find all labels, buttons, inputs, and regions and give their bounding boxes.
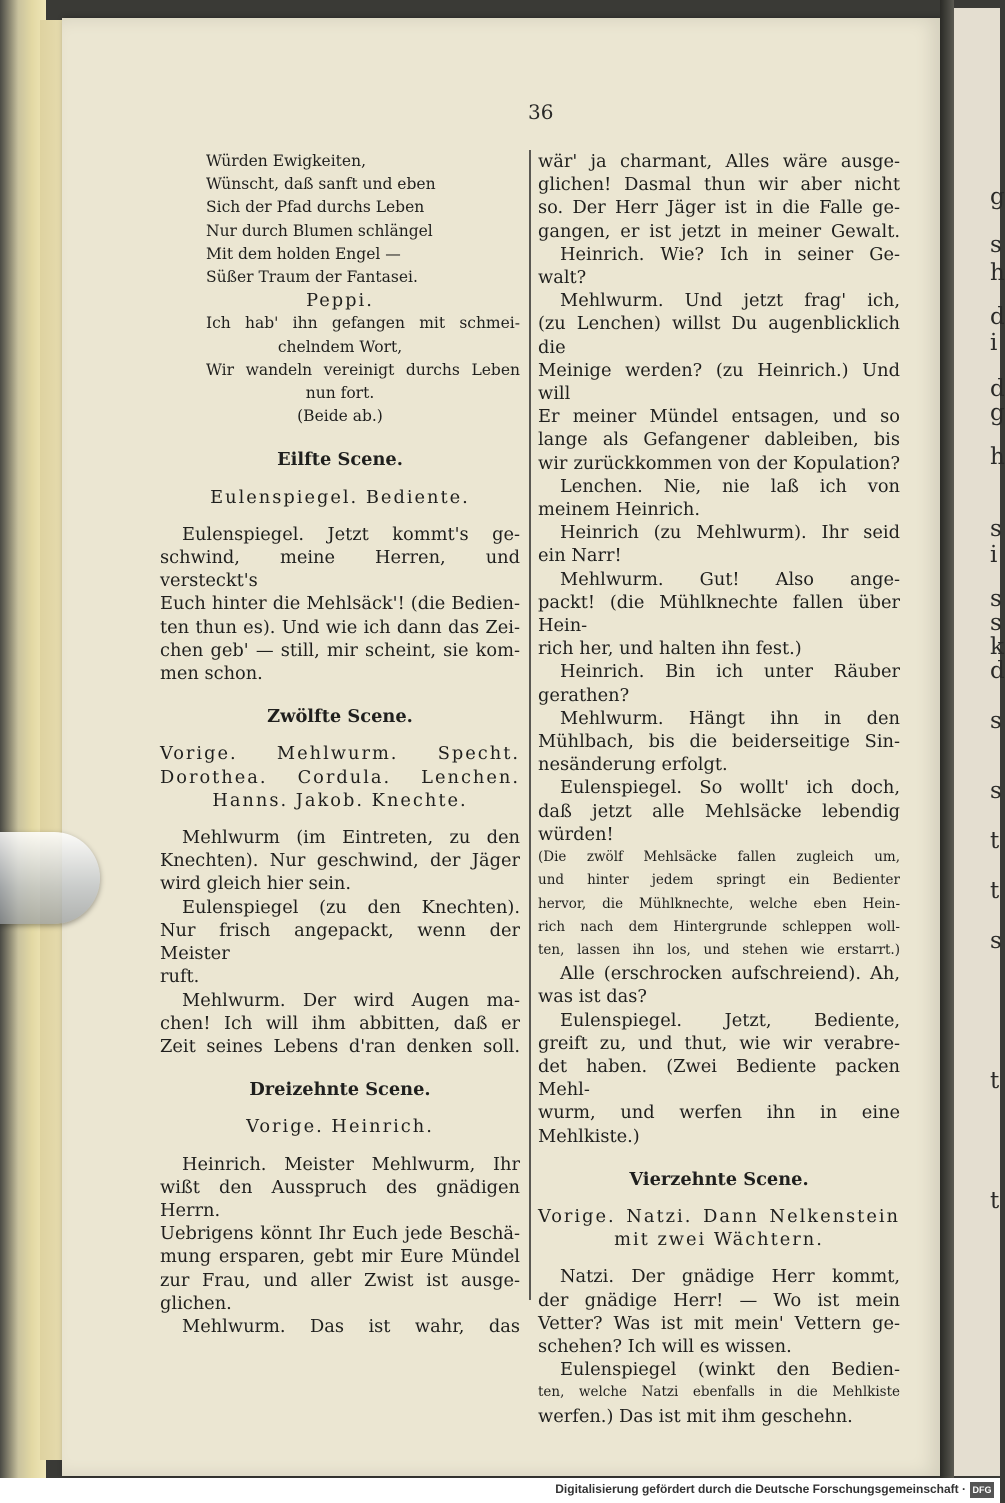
next-page-fragment: s: [990, 586, 1002, 612]
text-line: was ist das?: [538, 986, 647, 1008]
text-line: schehen? Ich will es wissen.: [538, 1335, 792, 1357]
text-line: Heinrich. Wie? Ich in seiner Ge-: [560, 243, 900, 265]
text-line: chen! Ich will ihm abbitten, daß er: [160, 1012, 520, 1034]
text-line: Euch hinter die Mehlsäck'! (die Bedien-: [160, 593, 520, 615]
stage-direction: (Die zwölf Mehlsäcke fallen zugleich um,: [538, 849, 900, 866]
book-gutter: [940, 0, 954, 1478]
text-line: Zeit seines Lebens d'ran denken soll.: [160, 1035, 520, 1057]
next-page-fragment: s: [990, 778, 1002, 804]
next-page-fragment: s: [990, 708, 1002, 734]
text-line: Nur frisch angepackt, wenn der Meister: [160, 919, 520, 965]
text-line: mung ersparen, gebt mir Eure Mündel: [160, 1246, 520, 1268]
text-line: Mehlwurm. Hängt ihn in den: [560, 707, 900, 729]
text-line: Würden Ewigkeiten,: [206, 152, 366, 170]
text-line: daß jetzt alle Mehlsäcke lebendig würden!: [538, 800, 900, 845]
text-line: Mehlwurm. Gut! Also ange-: [560, 568, 900, 590]
next-page-fragment: d: [990, 304, 1005, 330]
right-column: [538, 150, 900, 1428]
text-line: schwind, meine Herren, und versteckt's: [160, 547, 520, 592]
text-line: Alle (erschrocken aufschreiend). Ah,: [560, 963, 900, 985]
next-page-fragment: d: [990, 658, 1005, 684]
text-line: lange als Gefangener dableiben, bis: [538, 429, 900, 451]
text-line: ruft.: [160, 966, 200, 988]
stage-direction: rich nach dem Hintergrunde schleppen woll-: [538, 918, 900, 935]
scene-heading: Zwölfte Scene.: [267, 706, 413, 728]
text-line: Wir wandeln vereinigt durchs Leben: [206, 360, 520, 379]
page-clip: [0, 832, 100, 924]
text-line: Eulenspiegel (winkt den Bedien-: [560, 1359, 900, 1381]
text-line: Knechten). Nur geschwind, der Jäger: [160, 850, 520, 872]
scene-heading: Eilfte Scene.: [277, 449, 403, 471]
stage-direction: ten, lassen ihn los, und stehen wie erstarrt.): [538, 941, 900, 958]
dfg-logo-icon: DFG: [970, 1482, 994, 1498]
cast-line: Vorige. Natzi. Dann Nelkenstein: [538, 1205, 900, 1227]
text-line: Eulenspiegel (zu den Knechten).: [182, 896, 520, 918]
text-line: Heinrich. Meister Mehlwurm, Ihr: [182, 1153, 520, 1175]
next-page-fragment: g: [990, 400, 1005, 426]
footer-credit: Digitalisierung gefördert durch die Deutsche Forschungsgemeinschaft ·: [555, 1482, 966, 1496]
text-line: gangen, er ist jetzt in meiner Gewalt.: [538, 220, 900, 242]
next-page-fragment: t: [990, 878, 1000, 904]
column-divider: [529, 150, 531, 1300]
text-line: werfen.) Das ist mit ihm geschehn.: [538, 1405, 853, 1427]
text-line: det haben. (Zwei Bediente packen Mehl-: [538, 1055, 900, 1101]
cast-line: Vorige. Mehlwurm. Specht.: [160, 743, 520, 765]
text-line: wir zurückkommen von der Kopulation?: [538, 452, 900, 474]
text-line: Eulenspiegel. So wollt' ich doch,: [560, 777, 900, 799]
speaker-heading: Peppi.: [306, 290, 374, 312]
text-line: nesänderung erfolgt.: [538, 754, 728, 776]
text-line: Natzi. Der gnädige Herr kommt,: [560, 1266, 900, 1288]
text-line: der gnädige Herr! — Wo ist mein: [538, 1289, 900, 1311]
text-line: packt! (die Mühlknechte fallen über Hein-: [538, 591, 900, 637]
text-line: Sich der Pfad durchs Leben: [206, 198, 425, 217]
text-line: Heinrich. Bin ich unter Räuber: [560, 661, 900, 683]
text-line: Mühlbach, bis die beiderseitige Sin-: [538, 731, 900, 753]
next-page-sliver: [954, 8, 1005, 1476]
cast-line: Vorige. Heinrich.: [246, 1116, 434, 1138]
next-page-fragment: h: [990, 260, 1005, 286]
text-line: Lenchen. Nie, nie laß ich von: [560, 475, 900, 497]
text-line: rich her, und halten ihn fest.): [538, 638, 802, 660]
text-line: Süßer Traum der Fantasei.: [206, 268, 418, 287]
text-line: greift zu, und thut, wie wir verabre-: [538, 1032, 900, 1054]
cast-line: Dorothea. Cordula. Lenchen.: [160, 766, 520, 788]
text-line: wär' ja charmant, Alles wäre ausge-: [538, 151, 900, 172]
text-line: walt?: [538, 267, 587, 289]
next-page-fragment: s: [990, 610, 1002, 636]
text-line: ein Narr!: [538, 545, 622, 567]
text-line: wird gleich hier sein.: [160, 873, 352, 895]
stage-direction: (Beide ab.): [297, 407, 383, 426]
text-line: Vetter? Was ist mit mein' Vettern ge-: [538, 1312, 900, 1334]
page-number: 36: [528, 100, 554, 124]
stage-direction: ten, welche Natzi ebenfalls in die Mehlkiste: [538, 1384, 900, 1401]
next-page-fragment: s: [990, 232, 1002, 258]
text-line: Heinrich (zu Mehlwurm). Ihr seid: [560, 522, 900, 544]
left-column: [160, 150, 520, 1338]
text-line: nun fort.: [305, 384, 375, 403]
text-line: Mehlwurm. Der wird Augen ma-: [182, 989, 520, 1011]
text-line: wißt den Ausspruch des gnädigen Herrn.: [160, 1176, 520, 1221]
text-line: Wünscht, daß sanft und eben: [206, 175, 436, 194]
text-line: men schon.: [160, 663, 263, 685]
text-line: Meinige werden? (zu Heinrich.) Und will: [538, 359, 900, 405]
footer-bar: [0, 1478, 1000, 1503]
next-page-fragment: t: [990, 1188, 1000, 1214]
next-page-fragment: h: [990, 444, 1005, 470]
cast-line: mit zwei Wächtern.: [614, 1229, 824, 1251]
next-page-fragment: g: [990, 184, 1005, 210]
text-line: gerathen?: [538, 684, 630, 706]
text-line: Ich hab' ihn gefangen mit schmei-: [206, 314, 520, 333]
text-line: ten thun es). Und wie ich dann das Zei-: [160, 616, 520, 638]
next-page-fragment: s: [990, 516, 1002, 542]
next-page-fragment: i: [990, 542, 998, 568]
text-line: meinem Heinrich.: [538, 499, 700, 521]
text-line: wurm, und werfen ihn in eine Mehlkiste.): [538, 1102, 900, 1147]
text-line: Eulenspiegel. Jetzt, Bediente,: [560, 1009, 900, 1031]
cast-line: Eulenspiegel. Bediente.: [210, 486, 470, 508]
stage-direction: hervor, die Mühlknechte, welche eben Hein-: [538, 895, 900, 912]
stage-direction: und hinter jedem springt ein Bedienter: [538, 872, 900, 889]
scene-heading: Vierzehnte Scene.: [629, 1168, 809, 1190]
next-page-fragment: d: [990, 376, 1005, 402]
text-line: Er meiner Mündel entsagen, und so: [538, 406, 900, 428]
text-line: chelndem Wort,: [277, 337, 403, 356]
text-line: Mehlwurm. Und jetzt frag' ich,: [560, 290, 900, 312]
next-page-fragment: i: [990, 330, 998, 356]
next-page-fragment: k: [990, 634, 1004, 660]
text-line: glichen! Dasmal thun wir aber nicht: [538, 174, 900, 196]
scene-heading: Dreizehnte Scene.: [249, 1079, 431, 1101]
text-line: so. Der Herr Jäger ist in die Falle ge-: [538, 197, 900, 219]
next-page-fragment: t: [990, 828, 1000, 854]
text-line: zur Frau, und aller Zwist ist ausge-: [160, 1269, 520, 1291]
text-line: Eulenspiegel. Jetzt kommt's ge-: [182, 523, 520, 545]
text-line: Mehlwurm (im Eintreten, zu den: [182, 827, 520, 849]
text-line: Uebrigens könnt Ihr Euch jede Beschä-: [160, 1223, 520, 1245]
next-page-fragment: t: [990, 1068, 1000, 1094]
cast-line: Hanns. Jakob. Knechte.: [212, 789, 468, 811]
next-page-fragment: s: [990, 928, 1002, 954]
text-line: Mehlwurm. Das ist wahr, das: [182, 1315, 520, 1337]
text-line: Nur durch Blumen schlängel: [206, 221, 433, 240]
text-line: glichen.: [160, 1292, 232, 1314]
text-line: (zu Lenchen) willst Du augenblicklich die: [538, 313, 900, 358]
text-line: chen geb' — still, mir scheint, sie kom-: [160, 639, 520, 661]
text-line: Mit dem holden Engel —: [206, 244, 401, 263]
